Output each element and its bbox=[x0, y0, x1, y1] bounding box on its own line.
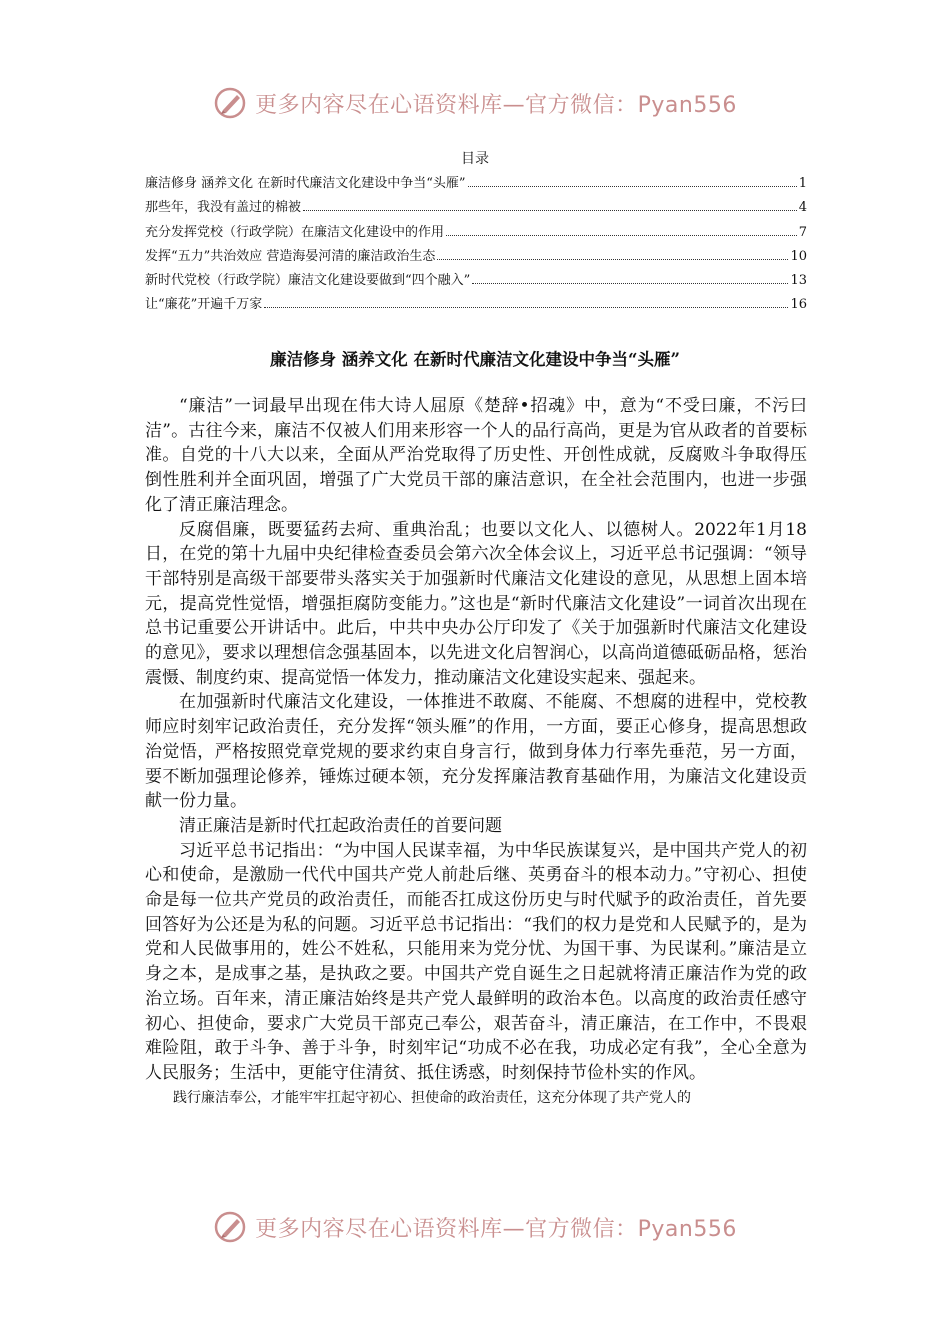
toc-entry-page: 7 bbox=[798, 224, 807, 240]
toc-leader-dots bbox=[472, 282, 788, 284]
toc-entry-page: 13 bbox=[790, 273, 807, 289]
body-paragraph: 践行廉洁奉公，才能牢牢扛起守初心、担使命的政治责任，这充分体现了共产党人的 bbox=[173, 1089, 691, 1106]
body-paragraph: “廉洁”一词最早出现在伟大诗人屈原《楚辞•招魂》中，意为“不受曰廉，不污曰洁”。古往今来，廉洁不仅被人们用来形容一个人的品行高尚，更是为官从政者的首要标准。自党的十八大以来，全面从严治党取得了历史性、开创性成就，反腐败斗争取得压倒性胜利并全面巩固，增强了广大党员干部的廉洁意识，在全社会范围内，也进一步强化了清正廉洁理念。 bbox=[145, 396, 807, 515]
toc-entry[interactable] bbox=[145, 172, 807, 196]
pen-logo-icon bbox=[213, 86, 247, 120]
toc-entry[interactable] bbox=[145, 293, 807, 317]
toc-entry[interactable] bbox=[145, 269, 807, 293]
toc-entry-label: 那些年，我没有盖过的棉被 bbox=[145, 200, 302, 216]
article-body bbox=[145, 394, 807, 1110]
toc-leader-dots bbox=[468, 185, 797, 187]
watermark-text: 更多内容尽在心语资料库—官方微信：Pyan556 bbox=[255, 92, 737, 118]
toc-entry-label: 新时代党校（行政学院）廉洁文化建设要做到“四个融入” bbox=[145, 273, 471, 289]
body-paragraph: 习近平总书记指出：“为中国人民谋幸福，为中华民族谋复兴，是中国共产党人的初心和使命，是激励一代代中国共产党人前赴后继、英勇奋斗的根本动力。”守初心、担使命是每一位共产党员的政治责任，而能否扛成这份历史与时代赋予的政治责任，首先要回答好为公还是为私的问题。习近平总书记指出：“我们的权力是党和人民赋予的，是为党和人民做事用的，姓公不姓私，只能用来为党分忧、为国干事、为民谋利。”廉洁是立身之本，是成事之基，是执政之要。中国共产党自诞生之日起就将清正廉洁作为党的政治立场。百年来，清正廉洁始终是共产党人最鲜明的政治本色。以高度的政治责任感守初心、担使命，要求广大党员干部克己奉公，艰苦奋斗，清正廉洁，在工作中，不畏艰难险阻，敢于斗争、善于斗争，时刻牢记“功成不必在我，功成必定有我”，全心全意为人民服务；生活中，更能守住清贫、抵住诱惑，时刻保持节俭朴实的作风。 bbox=[145, 840, 807, 1083]
toc-entry-page: 1 bbox=[798, 176, 807, 191]
toc-leader-dots bbox=[264, 306, 788, 308]
toc-leader-dots bbox=[446, 234, 797, 236]
toc-entry-page: 10 bbox=[790, 248, 807, 264]
toc-entry-label: 发挥“五力”共治效应 营造海晏河清的廉洁政治生态 bbox=[145, 248, 436, 264]
table-of-contents bbox=[145, 172, 807, 318]
toc-entry[interactable] bbox=[145, 196, 807, 220]
toc-title: 目录 bbox=[461, 151, 489, 167]
footer-watermark bbox=[0, 1210, 950, 1244]
toc-entry[interactable] bbox=[145, 221, 807, 245]
body-paragraph: 在加强新时代廉洁文化建设，一体推进不敢腐、不能腐、不想腐的进程中，党校教师应时刻牢记政治责任，充分发挥“领头雁”的作用，一方面，要正心修身，提高思想政治觉悟，严格按照党章党规的要求约束自身言行，做到身体力行率先垂范，另一方面，要不断加强理论修养，锤炼过硬本领，充分发挥廉洁教育基础作用，为廉洁文化建设贡献一份力量。 bbox=[145, 692, 807, 812]
body-paragraph: 反腐倡廉，既要猛药去疴、重典治乱；也要以文化人、以德树人。2022年1月18日，在党的第十九届中央纪律检查委员会第六次全体会议上，习近平总书记强调：“领导干部特别是高级干部要带头落实关于加强新时代廉洁文化建设的意见，从思想上固本培元，提高党性觉悟，增强拒腐防变能力。”这也是“新时代廉洁文化建设”一词首次出现在总书记重要公开讲话中。此后，中共中央办公厅印发了《关于加强新时代廉洁文化建设的意见》，要求以理想信念强基固本，以先进文化启智润心，以高尚道德砥砺品格，惩治震慑、制度约束、提高觉悟一体发力，推动廉洁文化建设实起来、强起来。 bbox=[145, 519, 807, 688]
toc-leader-dots bbox=[437, 258, 788, 260]
watermark-text: 更多内容尽在心语资料库—官方微信：Pyan556 bbox=[255, 1216, 737, 1242]
pen-logo-icon bbox=[213, 1210, 247, 1244]
toc-leader-dots bbox=[303, 209, 797, 211]
toc-entry-page: 4 bbox=[798, 200, 807, 216]
toc-entry-label: 让“廉花”开遍千万家 bbox=[145, 297, 263, 313]
toc-entry[interactable] bbox=[145, 245, 807, 269]
header-watermark bbox=[0, 86, 950, 120]
toc-entry-page: 16 bbox=[790, 297, 807, 313]
toc-entry-label: 廉洁修身 涵养文化 在新时代廉洁文化建设中争当“头雁” bbox=[145, 176, 466, 191]
section-subheading: 清正廉洁是新时代扛起政治责任的首要问题 bbox=[179, 815, 502, 836]
article-heading: 廉洁修身 涵养文化 在新时代廉洁文化建设中争当“头雁” bbox=[270, 350, 680, 369]
toc-entry-label: 充分发挥党校（行政学院）在廉洁文化建设中的作用 bbox=[145, 224, 445, 240]
